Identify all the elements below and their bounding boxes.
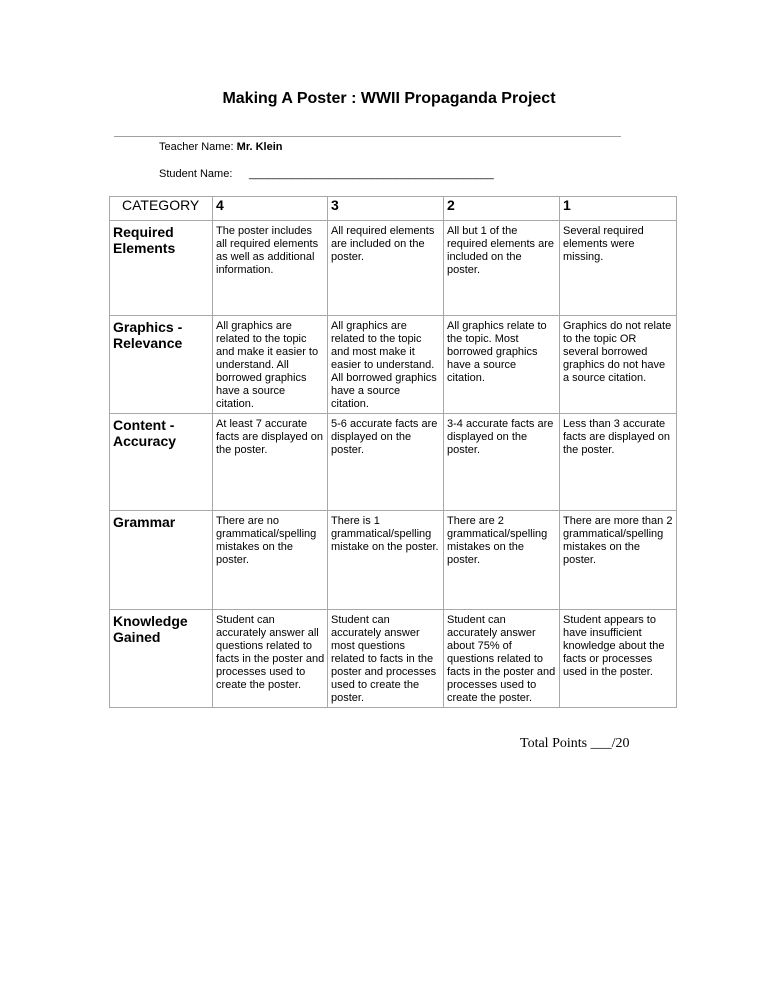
criterion-cell-2: All but 1 of the required elements are included on the poster. xyxy=(444,221,560,316)
criterion-cell-4: There are no grammatical/spelling mistakes on the poster. xyxy=(213,511,328,610)
criterion-cell-3: All graphics are related to the topic and most make it easier to understand. All borrowed graphics have a source citation. xyxy=(328,316,444,414)
criterion-cell-3: All required elements are included on the poster. xyxy=(328,221,444,316)
header-score-2: 2 xyxy=(444,197,560,221)
header-score-4: 4 xyxy=(213,197,328,221)
rubric-row-graphics-relevance xyxy=(110,316,677,414)
criterion-cell-1: Less than 3 accurate facts are displayed on the poster. xyxy=(560,414,677,511)
criterion-cell-4: The poster includes all required elements as well as additional information. xyxy=(213,221,328,316)
horizontal-divider xyxy=(114,136,621,137)
document-title: Making A Poster : WWII Propaganda Project xyxy=(222,90,556,107)
student-name-blank: ________________________________________ xyxy=(249,168,494,180)
rubric-header-row xyxy=(110,197,677,221)
rubric-row-knowledge-gained xyxy=(110,610,677,708)
header-category: CATEGORY xyxy=(110,197,213,221)
category-label: Required Elements xyxy=(110,221,213,316)
criterion-cell-1: There are more than 2 grammatical/spelling mistakes on the poster. xyxy=(560,511,677,610)
teacher-name-field xyxy=(159,141,283,153)
total-points: Total Points ___/20 xyxy=(520,736,630,751)
category-label: Knowledge Gained xyxy=(110,610,213,708)
criterion-cell-4: All graphics are related to the topic and make it easier to understand. All borrowed graphics have a source citation. xyxy=(213,316,328,414)
student-name-field xyxy=(159,168,494,180)
header-score-3: 3 xyxy=(328,197,444,221)
student-label: Student Name: xyxy=(159,168,233,180)
criterion-cell-4: At least 7 accurate facts are displayed on the poster. xyxy=(213,414,328,511)
rubric-table xyxy=(109,196,677,708)
criterion-cell-1: Student appears to have insufficient knowledge about the facts or processes used in the poster. xyxy=(560,610,677,708)
criterion-cell-3: 5-6 accurate facts are displayed on the poster. xyxy=(328,414,444,511)
category-label: Grammar xyxy=(110,511,213,610)
criterion-cell-1: Several required elements were missing. xyxy=(560,221,677,316)
rubric-row-grammar xyxy=(110,511,677,610)
criterion-cell-2: 3-4 accurate facts are displayed on the poster. xyxy=(444,414,560,511)
criterion-cell-3: There is 1 grammatical/spelling mistake on the poster. xyxy=(328,511,444,610)
rubric-row-content-accuracy xyxy=(110,414,677,511)
teacher-label: Teacher Name: xyxy=(159,141,234,153)
criterion-cell-3: Student can accurately answer most questions related to facts in the poster and processes used to create the poster. xyxy=(328,610,444,708)
criterion-cell-2: All graphics relate to the topic. Most borrowed graphics have a source citation. xyxy=(444,316,560,414)
rubric-row-required-elements xyxy=(110,221,677,316)
criterion-cell-1: Graphics do not relate to the topic OR several borrowed graphics do not have a source citation. xyxy=(560,316,677,414)
header-score-1: 1 xyxy=(560,197,677,221)
teacher-name: Mr. Klein xyxy=(236,141,283,153)
category-label: Content - Accuracy xyxy=(110,414,213,511)
criterion-cell-2: Student can accurately answer about 75% of questions related to facts in the poster and processes used to create the poster. xyxy=(444,610,560,708)
criterion-cell-4: Student can accurately answer all questions related to facts in the poster and processes used to create the poster. xyxy=(213,610,328,708)
category-label: Graphics - Relevance xyxy=(110,316,213,414)
criterion-cell-2: There are 2 grammatical/spelling mistakes on the poster. xyxy=(444,511,560,610)
